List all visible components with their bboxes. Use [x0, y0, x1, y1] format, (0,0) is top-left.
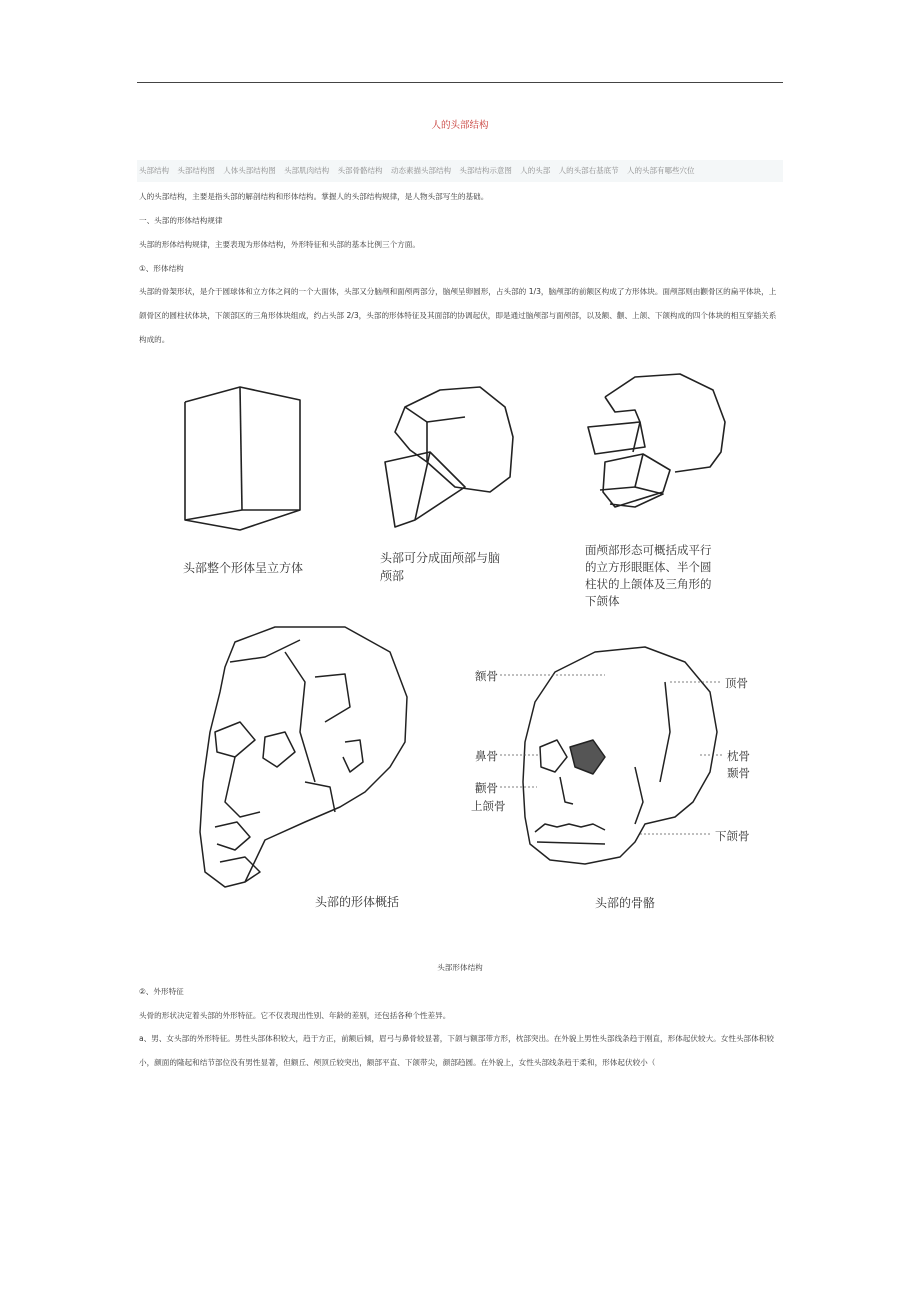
tag-link[interactable]: 人体头部结构图: [223, 166, 276, 175]
tag-link[interactable]: 头部骨骼结构: [337, 166, 383, 175]
tag-bar: [137, 160, 783, 182]
intro-paragraph: 人的头部结构，主要是指头部的解剖结构和形体结构。掌握人的头部结构规律，是人物头部写生的基础。: [139, 192, 489, 201]
split-head-drawing: [385, 387, 513, 527]
bone-label-occipital: 枕骨: [727, 749, 750, 763]
skull-drawing: [523, 647, 717, 864]
subsection-heading: ①、形体结构: [139, 264, 184, 273]
cube-drawing: [185, 387, 300, 530]
tag-link[interactable]: 动态素描头部结构: [390, 166, 451, 175]
bone-label-zygomatic: 颧骨: [475, 781, 498, 795]
face-label-line1: 面颅部形态可概括成平行: [585, 543, 712, 557]
subsection-heading: ②、外形特征: [139, 987, 184, 996]
face-label-line3: 柱状的上颌体及三角形的: [585, 577, 712, 591]
body-paragraph: 头部的骨架形状，是介于圆球体和立方体之间的一个大面体，头部又分脑颅和面颅两部分，脑颅呈卵圆形，占头部的 1/3，脑颅部的前额区构成了方形体块。面颅部则由颧骨区的扁平体块，上颌骨区的圆柱状体块，下颌部区的三角形体块组成，约占头部 2/3，头部的形体特征及其面部的协调起伏，即是通过脑颅部与面颅部，以及额、颧、上颌、下颌构成的四个体块的相互穿插关系构成的。: [139, 287, 777, 344]
top-rule: [137, 82, 783, 83]
bone-label-mandible: 下颌骨: [715, 829, 750, 843]
tag-link[interactable]: 人的头部右基底节: [558, 166, 619, 175]
bone-label-temporal: 颞骨: [727, 766, 750, 780]
tag-link[interactable]: 头部肌肉结构: [284, 166, 330, 175]
head-label: 头部的形体概括: [315, 895, 400, 909]
bone-label-nasal: 鼻骨: [475, 749, 498, 763]
cube-label: 头部整个形体呈立方体: [183, 561, 304, 575]
faceted-head-drawing: [200, 627, 407, 887]
skull-label: 头部的骨骼: [595, 896, 656, 910]
section-description: 头部的形体结构规律，主要表现为形体结构，外形特征和头部的基本比例三个方面。: [139, 240, 420, 249]
tag-link[interactable]: 人的头部有哪些穴位: [627, 166, 695, 175]
body-paragraph: a、男、女头部的外形特征。男性头部体积较大，趋于方正，前额后倾，眉弓与鼻骨较显著，下颌与额部带方形，枕部突出。在外貌上男性头部线条趋于刚直，形体起伏较大。女性头部体积较小，颜面的隆起和结节部位没有男性显著，但额丘、颅顶丘较突出，额部平直、下颌带尖，颜部趋圆。在外貌上，女性头部线条趋于柔和，形体起伏较小（: [139, 1034, 774, 1067]
face-blocks-drawing: [588, 374, 725, 507]
face-label-line2: 的立方形眼眶体、半个圆: [585, 560, 712, 574]
bone-label-parietal: 顶骨: [725, 676, 748, 690]
section-description: 头骨的形状决定着头部的外形特征。它不仅表现出性别、年龄的差别，还包括各种个性差异。: [139, 1011, 451, 1020]
tag-link[interactable]: 人的头部: [520, 166, 551, 175]
bone-label-frontal: 额骨: [475, 669, 498, 683]
face-label-line4: 下颌体: [585, 594, 620, 608]
article-title: 人的头部结构: [431, 120, 489, 131]
split-label-line1: 头部可分成面颅部与脑: [380, 551, 501, 565]
tag-link[interactable]: 头部结构: [139, 166, 169, 175]
split-label-line2: 颅部: [380, 569, 405, 583]
tag-link[interactable]: 头部结构图: [177, 166, 215, 175]
section-heading: 一、头部的形体结构规律: [139, 216, 223, 225]
head-structure-figure: [165, 362, 795, 922]
tag-link[interactable]: 头部结构示意图: [459, 166, 512, 175]
bone-label-maxilla: 上颌骨: [471, 799, 506, 813]
figure-caption: 头部形体结构: [437, 963, 483, 972]
